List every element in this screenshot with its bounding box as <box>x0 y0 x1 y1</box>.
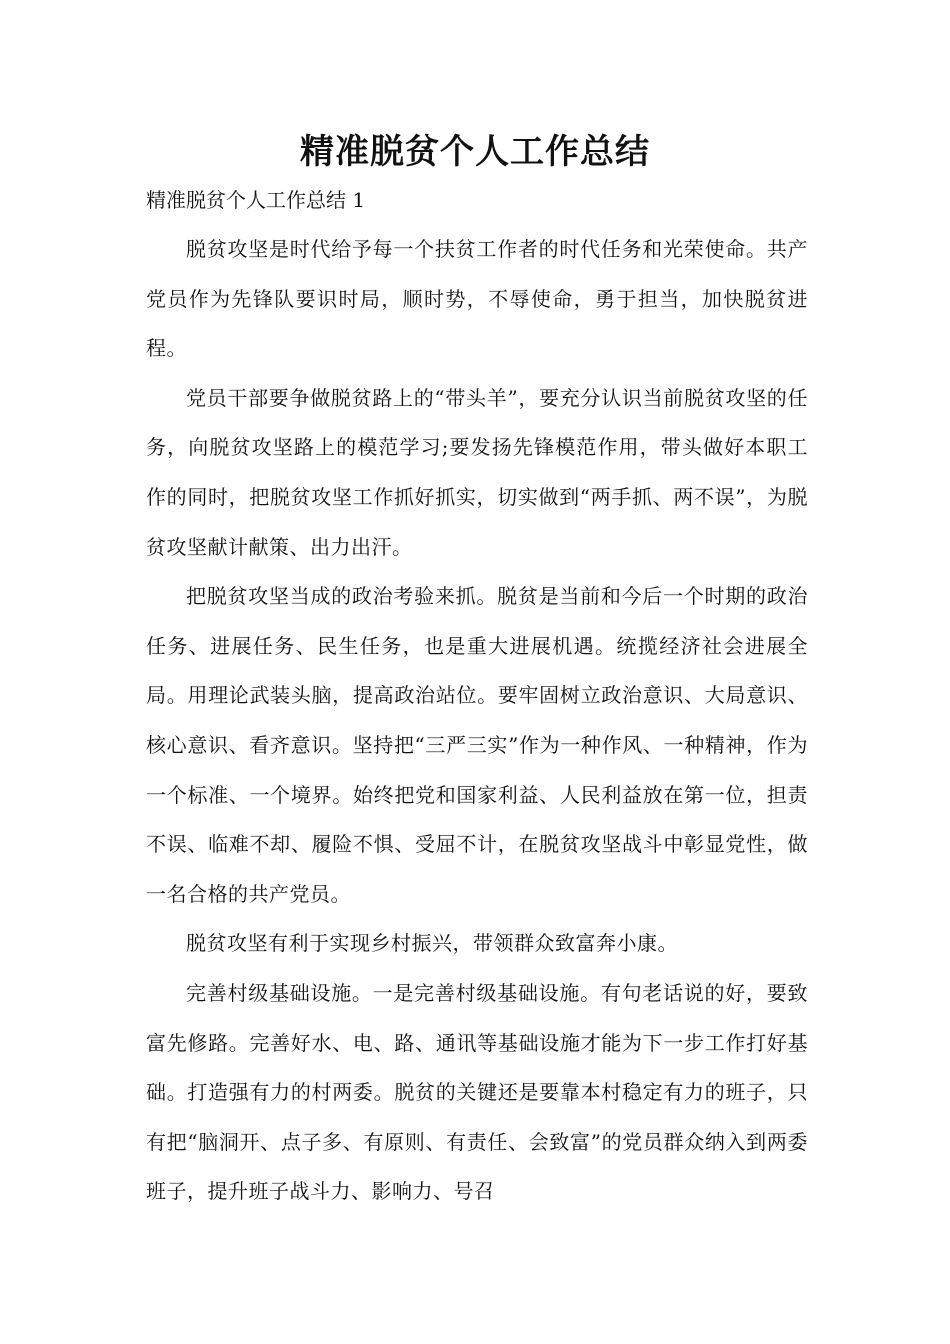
document-body <box>146 225 808 1217</box>
paragraph-3: 把脱贫攻坚当成的政治考验来抓。脱贫是当前和今后一个时期的政治任务、进展任务、民生任务，也是重大进展机遇。统揽经济社会进展全局。用理论武装头脑，提高政治站位。要牢固树立政治意识、大局意识、核心意识、看齐意识。坚持把“三严三实”作为一种作风、一种精神，作为一个标准、一个境界。始终把党和国家利益、人民利益放在第一位，担责不误、临难不却、履险不惧、受屈不计，在脱贫攻坚战斗中彰显党性，做一名合格的共产党员。 <box>146 584 808 906</box>
paragraph-4: 脱贫攻坚有利于实现乡村振兴，带领群众致富奔小康。 <box>186 931 678 956</box>
paragraph-1: 脱贫攻坚是时代给予每一个扶贫工作者的时代任务和光荣使命。共产党员作为先锋队要识时局，顺时势，不辱使命，勇于担当，加快脱贫进程。 <box>146 237 808 361</box>
document-title: 精准脱贫个人工作总结 <box>300 132 650 172</box>
paragraph-5: 完善村级基础设施。一是完善村级基础设施。有句老话说的好，要致富先修路。完善好水、电、路、通讯等基础设施才能为下一步工作打好基础。打造强有力的村两委。脱贫的关键还是要靠本村稳定有力的班子，只有把“脑洞开、点子多、有原则、有责任、会致富”的党员群众纳入到两委班子，提升班子战斗力、影响力、号召 <box>146 980 808 1204</box>
document-subtitle: 精准脱贫个人工作总结 1 <box>146 188 366 212</box>
paragraph-2: 党员干部要争做脱贫路上的“带头羊”，要充分认识当前脱贫攻坚的任务，向脱贫攻坚路上的模范学习;要发扬先锋模范作用，带头做好本职工作的同时，把脱贫攻坚工作抓好抓实，切实做到“两手抓、两不误”，为脱贫攻坚献计献策、出力出汗。 <box>146 385 808 559</box>
